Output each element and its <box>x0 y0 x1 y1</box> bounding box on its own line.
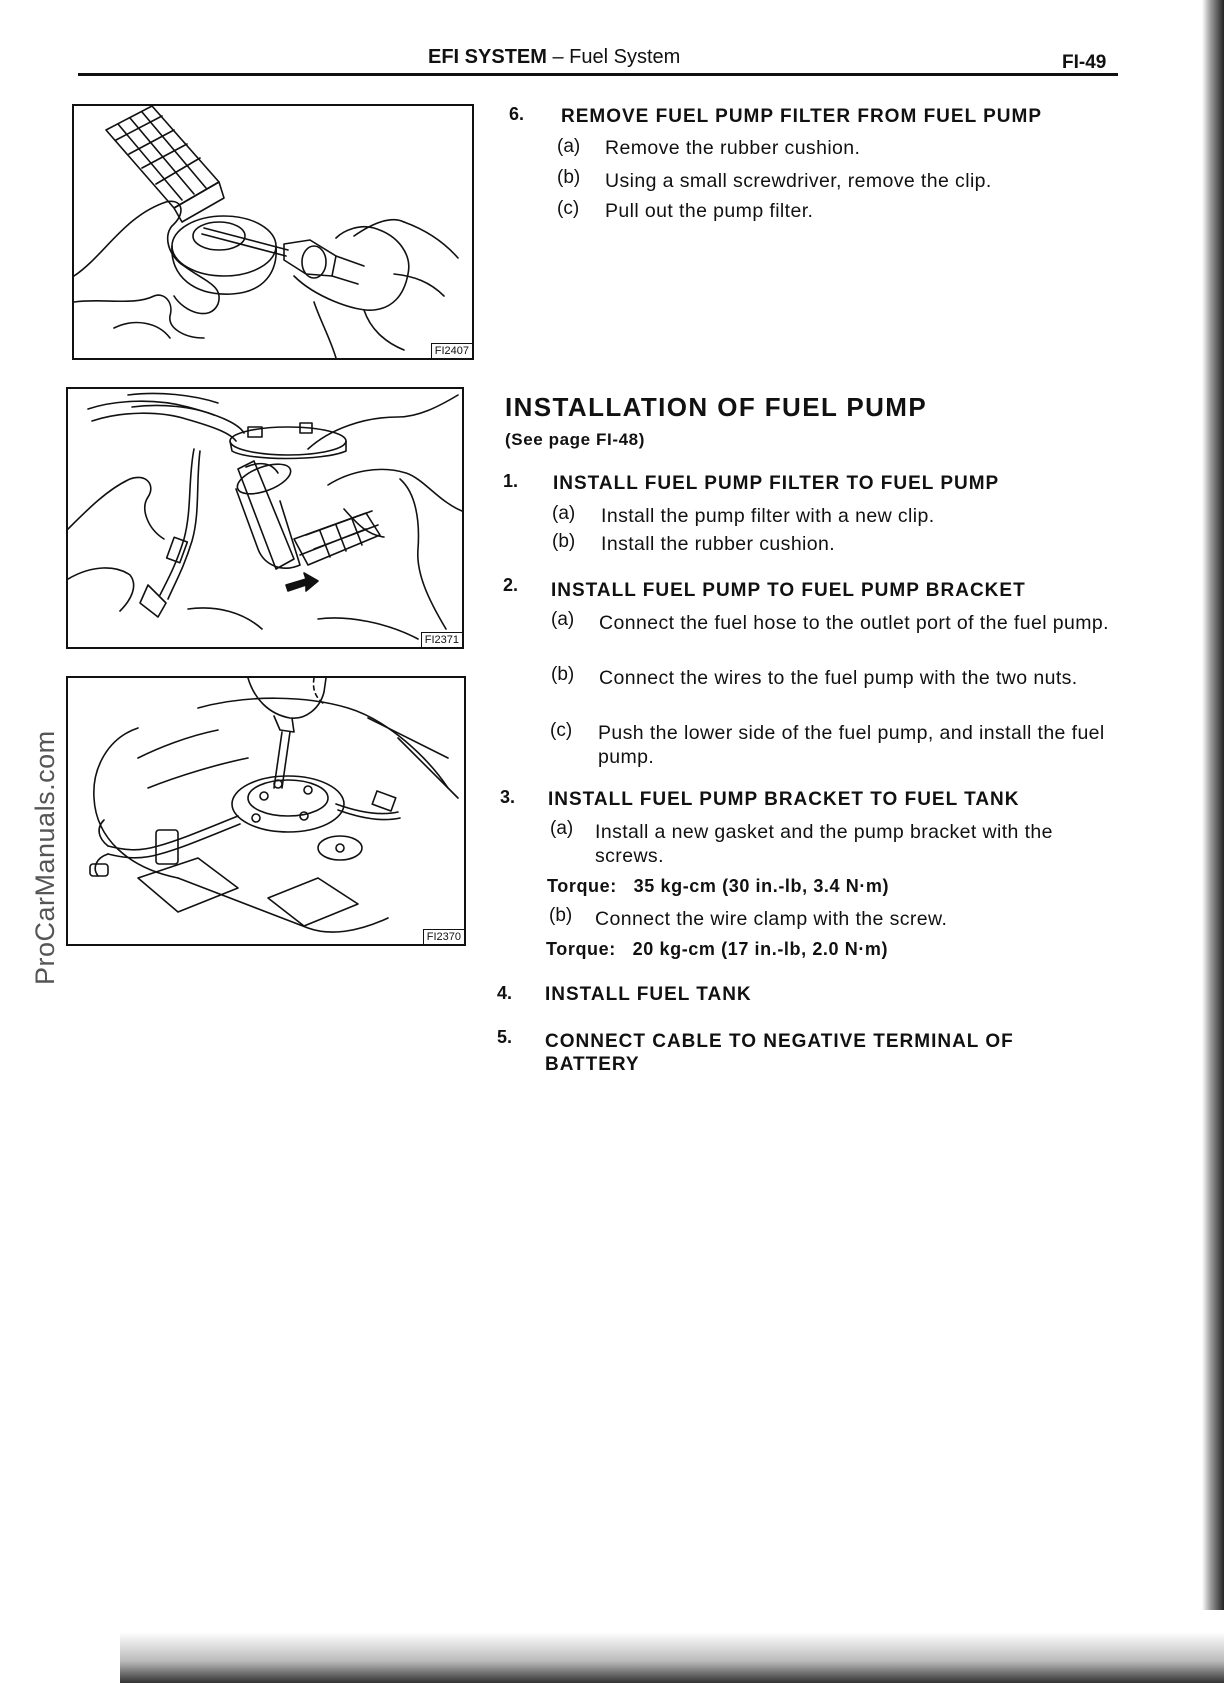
step-number: 5. <box>497 1027 513 1047</box>
substep-text: Using a small screwdriver, remove the clip. <box>605 170 992 192</box>
step-number: 4. <box>497 983 513 1003</box>
step-title: INSTALL FUEL TANK <box>545 984 752 1005</box>
torque-label: Torque: <box>546 939 616 959</box>
figure-install-pump-bracket <box>66 387 464 649</box>
substep-mark: (a) <box>552 503 576 524</box>
substep-mark: (c) <box>550 720 573 741</box>
figure-install-bracket-tank <box>66 676 466 946</box>
header-separator: – <box>546 46 570 68</box>
section-title: INSTALLATION OF FUEL PUMP <box>505 392 928 422</box>
page-header-title <box>428 46 680 69</box>
section-reference: (See page FI-48) <box>505 430 645 449</box>
header-rule <box>78 73 1118 76</box>
header-section: EFI SYSTEM <box>428 46 547 68</box>
substep-mark: (a) <box>557 136 581 157</box>
page-binding-edge <box>1202 0 1224 1683</box>
substep-mark: (a) <box>550 818 574 839</box>
torque-value: 35 kg-cm (30 in.-lb, 3.4 N·m) <box>633 876 890 896</box>
page-number: FI-49 <box>1062 52 1107 73</box>
step-number: 3. <box>500 787 516 807</box>
step-title: INSTALL FUEL PUMP TO FUEL PUMP BRACKET <box>551 580 1026 601</box>
substep-text: Connect the fuel hose to the outlet port of the fuel pump. <box>599 612 1109 634</box>
substep-mark: (b) <box>552 531 576 552</box>
torque-label: Torque: <box>547 876 617 896</box>
substep-text: Push the lower side of the fuel pump, and install the fuel pump. <box>598 722 1105 768</box>
figure-code: FI2407 <box>431 343 472 358</box>
torque-value: 20 kg-cm (17 in.-lb, 2.0 N·m) <box>632 939 889 959</box>
page-bottom-shadow <box>120 1610 1224 1683</box>
torque-spec <box>546 939 888 960</box>
install-pump-illustration <box>68 389 462 647</box>
substep-text: Remove the rubber cushion. <box>605 137 861 159</box>
substep-text: Connect the wires to the fuel pump with the two nuts. <box>599 667 1078 689</box>
substep-mark: (b) <box>551 664 575 685</box>
substep-mark: (b) <box>557 167 581 188</box>
substep-text: Install the rubber cushion. <box>601 533 836 555</box>
step-title: INSTALL FUEL PUMP FILTER TO FUEL PUMP <box>553 473 1000 494</box>
substep-mark: (a) <box>551 609 575 630</box>
substep-text: Install the pump filter with a new clip. <box>601 505 935 527</box>
header-subsection: Fuel System <box>569 46 681 68</box>
substep-text: Pull out the pump filter. <box>605 200 814 222</box>
install-bracket-illustration <box>68 678 464 944</box>
substep-mark: (c) <box>557 198 580 219</box>
substep-text: Install a new gasket and the pump bracket with the screws. <box>595 821 1053 867</box>
step-title: INSTALL FUEL PUMP BRACKET TO FUEL TANK <box>548 789 1020 810</box>
watermark: ProCarManuals.com <box>30 730 60 985</box>
remove-filter-illustration <box>74 106 472 358</box>
step-number: 1. <box>503 471 519 491</box>
figure-remove-pump-filter <box>72 104 474 360</box>
step-number: 2. <box>503 575 519 595</box>
substep-mark: (b) <box>549 905 573 926</box>
torque-spec <box>547 876 889 897</box>
figure-code: FI2370 <box>423 929 464 944</box>
step-number: 6. <box>509 104 525 124</box>
substep-text: Connect the wire clamp with the screw. <box>595 908 948 930</box>
figure-code: FI2371 <box>421 632 462 647</box>
step-title: REMOVE FUEL PUMP FILTER FROM FUEL PUMP <box>561 106 1043 127</box>
step-title: CONNECT CABLE TO NEGATIVE TERMINAL OF BATTERY <box>545 1031 1014 1075</box>
